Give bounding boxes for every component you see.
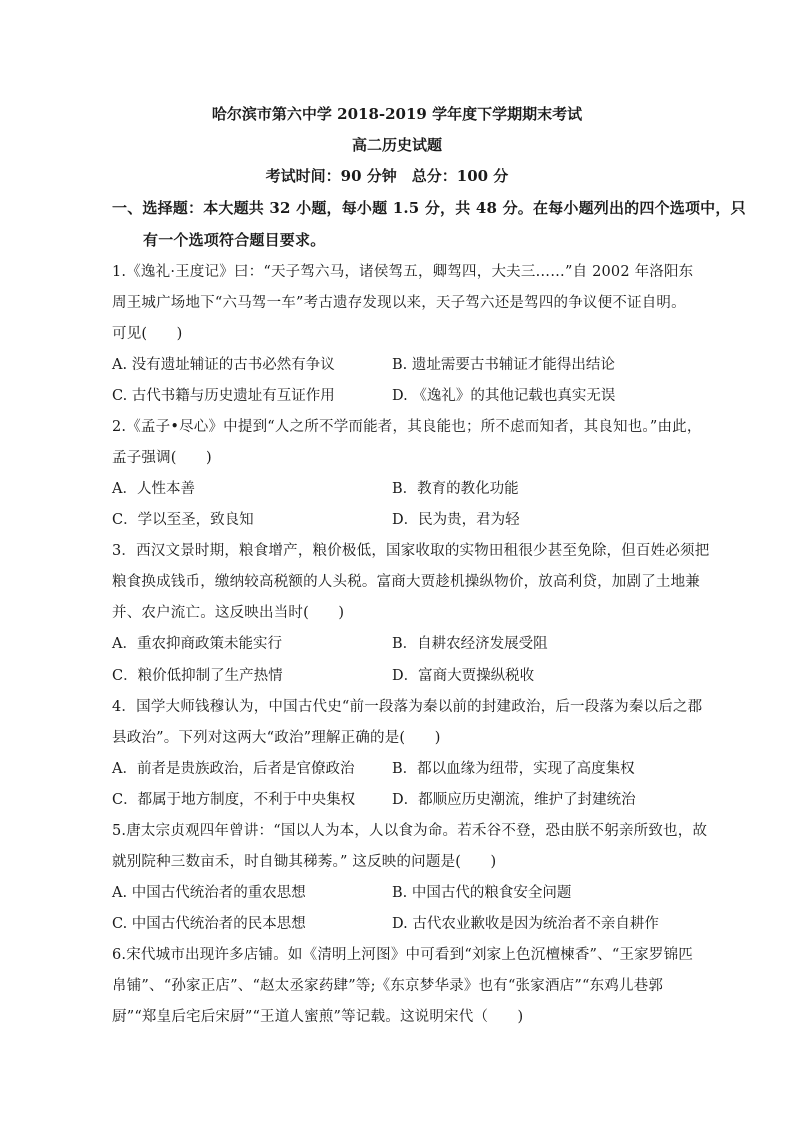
question-4-option-a: A．前者是贵族政治，后者是官僚政治 bbox=[112, 761, 355, 777]
question-1-stem-line: 可见( ) bbox=[112, 326, 183, 342]
question-5-option-b: B. 中国古代的粮食安全问题 bbox=[392, 885, 572, 901]
exam-title: 哈尔滨市第六中学 2018-2019 学年度下学期期末考试 bbox=[211, 105, 583, 123]
section-heading: 一、选择题：本大题共 32 小题，每小题 1.5 分，共 48 分。在每小题列出的四个选项中，只 bbox=[112, 199, 746, 217]
question-3-option-a: A．重农抑商政策未能实行 bbox=[112, 636, 282, 652]
question-4-option-d: D．都顺应历史潮流，维护了封建统治 bbox=[392, 792, 636, 808]
question-3-stem-line: 粮食换成钱币，缴纳较高税额的人头税。富商大贾趁机操纵物价，放高利贷，加剧了土地兼 bbox=[112, 574, 700, 590]
question-3-option-d: D．富商大贾操纵税收 bbox=[392, 668, 535, 684]
question-4-option-c: C．都属于地方制度，不利于中央集权 bbox=[112, 792, 356, 808]
question-3-option-c: C．粮价低抑制了生产热情 bbox=[112, 668, 283, 684]
question-1-option-b: B. 遗址需要古书辅证才能得出结论 bbox=[392, 357, 615, 373]
exam-info: 考试时间：90 分钟 总分：100 分 bbox=[265, 167, 509, 185]
question-6-stem-line: 6.宋代城市出现许多店铺。如《清明上河图》中可看到“刘家上色沉檀楝香”、“王家罗锦匹 bbox=[112, 947, 693, 963]
question-1-stem-line: 周王城广场地下“六马驾一车”考古遗存发现以来，天子驾六还是驾四的争议便不证自明。 bbox=[112, 295, 686, 311]
question-1-option-d: D. 《逸礼》的其他记载也真实无误 bbox=[392, 388, 616, 404]
question-5-option-c: C. 中国古代统治者的民本思想 bbox=[112, 916, 306, 932]
question-3-stem-line: 并、农户流亡。这反映出当时( ) bbox=[112, 605, 345, 621]
question-2-option-a: A．人性本善 bbox=[112, 481, 195, 497]
question-1-stem-line: 1.《逸礼·王度记》曰：“天子驾六马，诸侯驾五，卿驾四，大夫三……”自 2002 年洛阳东 bbox=[112, 264, 694, 280]
question-4-stem-line: 4．国学大师钱穆认为，中国古代史“前一段落为秦以前的封建政治，后一段落为秦以后之郡 bbox=[112, 699, 703, 715]
question-5-stem-line: 5.唐太宗贞观四年曾讲：“国以人为本，人以食为命。若禾谷不登，恐由朕不躬亲所致也，故 bbox=[112, 823, 708, 839]
question-2-stem-line: 2.《孟子•尽心》中提到“人之所不学而能者，其良能也；所不虑而知者，其良知也。”由此， bbox=[112, 419, 702, 435]
question-3-option-b: B．自耕农经济发展受阻 bbox=[392, 636, 548, 652]
question-4-option-b: B．都以血缘为纽带，实现了高度集权 bbox=[392, 761, 635, 777]
question-1-option-a: A. 没有遗址辅证的古书必然有争议 bbox=[112, 357, 335, 373]
question-3-stem-line: 3．西汉文景时期，粮食增产，粮价极低，国家收取的实物田租很少甚至免除，但百姓必须把 bbox=[112, 543, 710, 559]
question-2-option-c: C．学以至圣，致良知 bbox=[112, 512, 254, 528]
question-5-stem-line: 就别院种三数亩禾，时自锄其稊莠。” 这反映的问题是( ) bbox=[112, 854, 497, 870]
question-5-option-d: D. 古代农业歉收是因为统治者不亲自耕作 bbox=[392, 916, 659, 932]
question-2-stem-line: 孟子强调( ) bbox=[112, 450, 212, 466]
question-4-stem-line: 县政治”。下列对这两大“政治”理解正确的是( ) bbox=[112, 730, 441, 746]
question-2-option-d: D．民为贵，君为轻 bbox=[392, 512, 520, 528]
section-heading-cont: 有一个选项符合题目要求。 bbox=[143, 231, 326, 249]
question-6-stem-line: 帛铺”、“孙家正店”、“赵太丞家药肆”等;《东京梦华录》也有“张家酒店”“东鸡儿巷郭 bbox=[112, 978, 664, 994]
exam-subtitle: 高二历史试题 bbox=[351, 136, 442, 154]
question-1-option-c: C. 古代书籍与历史遗址有互证作用 bbox=[112, 388, 335, 404]
question-5-option-a: A. 中国古代统治者的重农思想 bbox=[112, 885, 306, 901]
question-2-option-b: B．教育的教化功能 bbox=[392, 481, 519, 497]
question-6-stem-line: 厨”“郑皇后宅后宋厨”“王道人蜜煎”等记载。这说明宋代（ ) bbox=[112, 1009, 524, 1025]
